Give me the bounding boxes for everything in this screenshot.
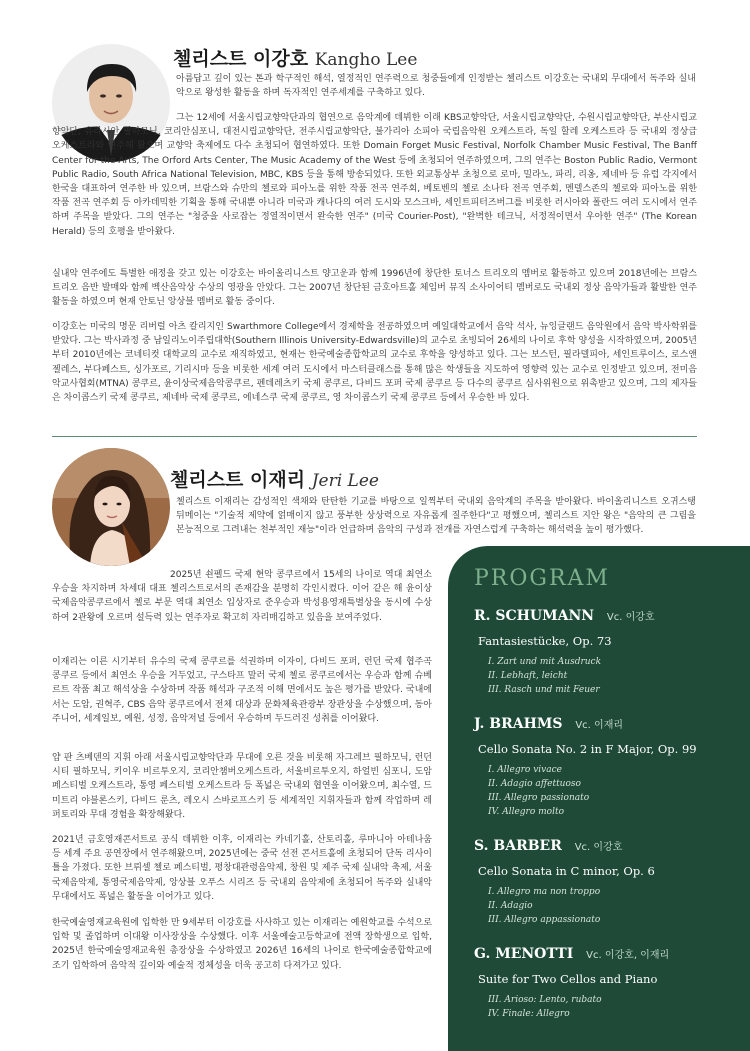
program-movement: III. Rasch und mit Feuer [488,685,600,695]
bio1-heading [173,44,417,71]
composer-initial: R. [474,608,491,624]
program-work: Cello Sonata in C minor, Op. 6 [478,864,655,878]
bio2-paragraph: 이재리는 이른 시기부터 유수의 국제 콩쿠르를 석권하며 이자이, 다비드 포퍼, 런던 국제 협주곡 콩쿠르 등에서 최연소 우승을 거두었고, 구스타프 말러 국제 첼로 콩쿠르에서는 우승과 함께 슈베르트 작품 최고 해석상을 수상하며 작품 해석과 구조적 이해 면에서도 높은 평가를 받았다. 국내에서는 도암, 권혁주, CBS 음악 콩쿠르에서 전체 대상과 문화체육관광부 장관상을 수상했으며, 동아주니어, 세계일보, 예원, 성정, 음악저널 등에서 우승하며 두드러진 성취를 이어왔다. [52,657,432,724]
program-work: Cello Sonata No. 2 in F Major, Op. 99 [478,742,697,756]
composer-name: BRAHMS [489,716,563,732]
bio2-heading [170,465,379,492]
program-movement: IV. Finale: Allegro [488,1009,570,1019]
bio2-paragraph: 한국예술영재교육원에 입학한 만 9세부터 이강호를 사사하고 있는 이재리는 예원학교를 수석으로 입학 및 졸업하며 이대왕 이사장상을 수상했다. 이후 서울예술고등학교에 전액 장학생으로 입학, 2025년 한국예술영재교육원 총장상을 수상하였고 2026년 16세의 나이로 한국예술종합학교에 조기 입학하여 음악적 깊이와 예술적 정체성을 더욱 공고히 다져가고 있다. [52,918,432,971]
bio1-paragraph: 아름답고 깊이 있는 톤과 학구적인 해석, 열정적인 연주력으로 청중들에게 인정받는 첼리스트 이강호는 국내외 무대에서 독주와 실내악으로 왕성한 활동을 하며 독자적인 연주세계를 구축하고 있다. [176,74,696,99]
performers: Vc. 이강호, 이재리 [586,950,670,961]
bio2-name-ko: 첼리스트 이재리 [170,469,306,491]
composer-initial: S. [474,838,489,854]
composer-name: BARBER [493,838,562,854]
bio1-paragraph: 이강호는 미국의 명문 리버럴 아츠 칼리지인 Swarthmore College에서 경제학을 전공하였으며 예일대학교에서 음악 석사, 뉴잉글랜드 음악원에서 음악 박사학위를 받았다. 그는 박사과정 중 남일리노이주립대학(Southern Illinois University-Edwardsville)의 교수로 초빙되어 26세의 나이로 후학 양성을 시작하였으며, 2005년부터 2010년에는 코네티컷 대학교의 교수로 재직하였고, 현재는 한국예술종합학교의 교수로 후학을 양성하고 있다. 그는 보스턴, 필라델피아, 세인트루이스, 로스앤젤레스, 부다페스트, 싱가포르, 기리시마 등을 비롯한 세계 여러 도시에서 마스터클래스를 통해 많은 학생들을 지도하여 영향력 있는 교수로 인정받고 있으며, 전미음악교사협회(MTNA) 콩쿠르, 윤이상국제음악콩쿠르, 펜데레츠키 국제 콩쿠르, 다비드 포퍼 국제 콩쿠르 등 다수의 콩쿠르 심사위원으로 위촉받고 있으며, 그의 제자들은 차이콥스키 국제 콩쿠르, 제네바 국제 콩쿠르, 에네스쿠 국제 콩쿠르, 영 차이콥스키 국제 콩쿠르 등에서 우승한 바 있다. [52,322,697,404]
bio1-paragraph: 실내악 연주에도 특별한 애정을 갖고 있는 이강호는 바이올리니스트 양고운과 함께 1996년에 창단한 토너스 트리오의 멤버로 활동하고 있으며 2018년에는 브람스 트리오 음반 발매와 함께 벡산음악상 수상의 영광을 안았다. 그는 2007년 창단된 금호아트홀 체임버 뮤직 소사이어티 멤버로도 국내외 정상 음악가들과 활발한 연주활동을 하였으며 현재 안토닌 앙상블 멤버로 활동 중이다. [52,269,697,308]
composer-name: MENOTTI [495,946,574,962]
performers: Vc. 이강호 [574,842,623,853]
program-composer [474,946,669,962]
program-movement: IV. Allegro molto [488,807,564,817]
program-movement: III. Arioso: Lento, rubato [488,995,602,1005]
section-divider [52,436,697,437]
composer-name: SCHUMANN [495,608,595,624]
bio1-paragraph: 그는 12세에 서울시립교향악단과의 협연으로 음악계에 데뷔한 이래 KBS교향악단, 서울시립교향악단, 수원시립교향악단, 부산시립교향악단, 유라시안 필하모닉, 코리안심포니, 대전시립교향악단, 전주시립교향악단, 불가리아 소피아 국립음악원 오케스트라, 독일 할레 오케스트라 등 국내외 정상급 오케스트라와 연주해 왔으며 교향악 축제에도 다수 초청되어 협연하였다. 또한 Domain Forget Music Festival, Norfolk Chamber Music Festival, The Banff Center for the Arts, The Orford Arts Center, The Music Academy of the West 등에 초청되어 연주하였으며, 그의 연주는 Boston Public Radio, Vermont Public Radio, South Africa National Television, MBC, KBS 등을 통해 방송되었다. 또한 외교통상부 초청으로 로마, 밀라노, 파리, 리옹, 제네바 등 유럽 각지에서 한국을 대표하여 연주한 바 있으며, 브람스와 슈만의 첼로와 피아노를 위한 작품 전곡 연주회, 베토벤의 첼로 소나타 전곡 연주회, 멘델스존의 첼로와 피아노를 위한 작품 전곡 연주회 등 아카데믹한 기획을 통해 국내뿐 아니라 미국과 캐나다의 여러 도시와 모스크바, 세인트피터즈버그를 비롯한 러시아와 폴란드 여러 도시에서 연주하며 주목을 받았다. 그의 연주는 "청중을 사로잡는 정열적이면서 완숙한 연주" (미국 Courier-Post), "완벽한 테크닉, 서정적이면서 우아한 연주" (The Korean Herald) 등의 호평을 받아왔다. [52,113,697,237]
composer-initial: G. [474,946,491,962]
jeri-lee-photo [52,448,170,566]
program-composer [474,608,655,624]
program-movement: II. Adagio [488,901,533,911]
program-movement: III. Allegro appassionato [488,915,601,925]
program-composer [474,838,622,854]
program-work: Suite for Two Cellos and Piano [478,972,658,986]
program-work: Fantasiestücke, Op. 73 [478,634,612,648]
program-panel [448,546,750,1051]
bio2-paragraph: 2021년 금호영재콘서트로 공식 데뷔한 이후, 이재리는 카네기홀, 산토리홀, 루마니아 아테나움 등 세계 주요 공연장에서 연주해왔으며, 2025년에는 중국 선전 콘서트홀에 초청되어 단독 리사이틀을 가졌다. 또한 브뤼셀 첼로 페스티벌, 평창대관령음악제, 창원 및 제주 국제 실내악 축제, 서울국제음악제, 통영국제음악제, 앙상블 오푸스 시리즈 등 국내외 음악제에 초청되어 독주와 실내악 무대에서도 폭넓은 활동을 이어가고 있다. [52,835,432,902]
bio2-paragraph: 얍 판 츠베덴의 지휘 아래 서울시립교향악단과 무대에 오른 것을 비롯해 자그레브 필하모닉, 런던 시티 필하모닉, 키이우 비르투오지, 코리안챔버오케스트라, 서울비르투오지, 하얼빈 심포니, 도암 페스티벌 오케스트라, 통영 페스티벌 오케스트라 등 폭넓은 국내외 협연을 이어왔으며, 최수열, 드미트리 야블론스키, 다비드 룬츠, 레오시 스바로프스키 등 세계적인 지휘자들과 함께 작업하며 레퍼토리와 무대 경험을 확장해왔다. [52,753,432,820]
program-movement: I. Zart und mit Ausdruck [488,657,602,667]
program-movement: II. Adagio affettuoso [488,779,581,789]
program-movement: I. Allegro ma non troppo [488,887,601,897]
bio2-name-en: Jeri Lee [311,471,379,491]
program-title: PROGRAM [474,566,610,591]
bio1-name-en: Kangho Lee [314,50,418,70]
bio2-paragraph: 첼리스트 이재리는 감성적인 색채와 탄탄한 기교를 바탕으로 일찍부터 국내외 음악계의 주목을 받아왔다. 바이올리니스트 오귀스탱 뒤메이는 "기술적 제약에 얽매이지 않고 풍부한 상상력으로 자유롭게 질주한다"고 평했으며, 첼리스트 지안 왕은 "음악의 큰 그림을 본능적으로 그려내는 천부적인 재능"이라 언급하며 음악의 구성과 전개를 자연스럽게 구축하는 해석력을 높이 평가했다. [176,497,696,536]
bio2-paragraph: 2025년 쇤펠드 국제 현악 콩쿠르에서 15세의 나이로 역대 최연소 우승을 차지하며 차세대 대표 첼리스트로서의 존재감을 분명히 각인시켰다. 이어 같은 해 윤이상국제음악콩쿠르에서 첼로 부문 역대 최연소 입상자로 준우승과 박성용영재특별상을 동시에 수상하여 2관왕에 오르며 설득력 있는 연주자로 확고히 자리매김하고 있음을 보여주었다. [52,570,432,623]
performers: Vc. 이강호 [606,612,655,623]
program-movement: III. Allegro passionato [488,793,590,803]
bio1-name-ko: 첼리스트 이강호 [173,48,309,70]
composer-initial: J. [474,716,485,732]
program-composer [474,716,623,732]
program-movement: II. Lebhaft, leicht [488,671,568,681]
performers: Vc. 이재리 [575,720,624,731]
program-movement: I. Allegro vivace [488,765,562,775]
